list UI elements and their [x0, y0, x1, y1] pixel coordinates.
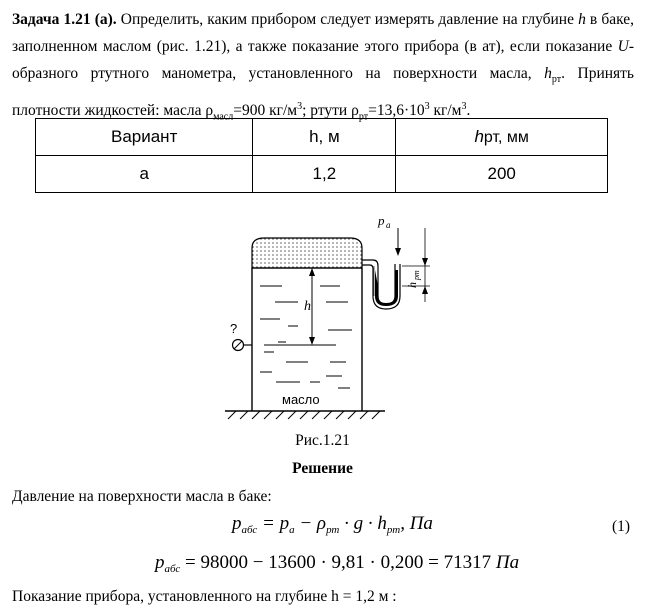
manometer-tube-outer: [362, 260, 395, 304]
solution-line-2: Показание прибора, установленного на глубине h = 1,2 м :: [12, 588, 397, 605]
header-variant: Вариант: [36, 119, 253, 156]
pa-label: p: [378, 213, 385, 228]
cell-hrt: 200: [396, 156, 608, 193]
equation-2: $p_{абс} = 98000 - 13600 \cdot 9,81 \cdot 0,200 = 71317$ Па: [155, 552, 520, 575]
svg-text:рт: рт: [412, 270, 421, 280]
cell-variant: а: [36, 156, 253, 193]
question-mark: ?: [230, 321, 238, 336]
solution-heading: Решение: [292, 460, 353, 477]
solution-line-1: Давление на поверхности масла в баке:: [12, 488, 272, 505]
cell-h: 1,2: [253, 156, 396, 193]
equation-1: $p_{абс} = p_a - \rho_{рт} \cdot g \cdot h_{рт}$, Па: [232, 513, 433, 536]
hrt-label: h: [405, 282, 419, 288]
table-header-row: [36, 119, 608, 156]
equation-number: (1): [612, 518, 631, 535]
depth-h-label: h: [304, 299, 311, 314]
problem-statement: Задача 1.21 (а). Определить, каким прибором следует измерять давление на глубине h в баке, заполненном маслом (рис. 1.21), а также показание этого прибора (в ат), если показание U-образного ртутного манометра, установленного на поверхности масла, $h_{рт}$. Принять плотности жидкостей: масла $\rho_{масл}=900$ $кг/м^3$; ртути $\rho_{рт}=13,6\cdot 10^3$ $кг/м^3$.: [12, 11, 635, 123]
header-hrt: hрт, мм: [396, 119, 608, 156]
ground-hatch: [228, 411, 380, 419]
oil-label: масло: [282, 392, 320, 407]
tank-cap: [252, 238, 362, 268]
header-h: h, м: [253, 119, 396, 156]
variant-table: [35, 118, 608, 193]
tank-figure: [220, 206, 460, 431]
svg-text:a: a: [386, 220, 391, 230]
table-row: [36, 156, 608, 193]
figure-caption: Рис.1.21: [295, 432, 350, 449]
problem-title: Задача 1.21 (а).: [12, 11, 117, 28]
